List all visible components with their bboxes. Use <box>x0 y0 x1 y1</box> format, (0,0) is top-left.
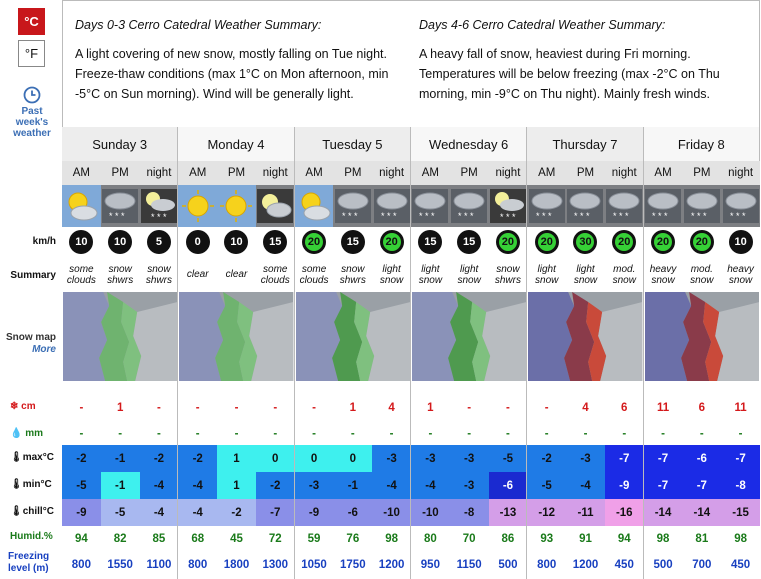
min-temp: -3 <box>295 472 334 499</box>
snow-cm: 1 <box>427 402 434 414</box>
max-temp: -3 <box>450 445 489 472</box>
day-divider <box>177 127 178 579</box>
condition-text: some clouds <box>299 263 329 286</box>
wind-arrow-icon <box>263 230 287 254</box>
max-temp: -7 <box>721 445 760 472</box>
snow-cm: - <box>157 402 161 414</box>
wind-speed <box>721 227 760 257</box>
rain-mm: - <box>312 428 316 440</box>
snow-map-thumbnail[interactable] <box>412 292 526 381</box>
wind-speed-value: 20 <box>383 233 401 251</box>
freezing-level: 450 <box>614 559 634 571</box>
max-temp: -3 <box>411 445 450 472</box>
snow-unit: cm <box>21 401 36 412</box>
min-temp: -4 <box>178 472 217 499</box>
wind-speed-value: 20 <box>693 233 711 251</box>
wind-speed <box>644 227 683 257</box>
humidity: 86 <box>501 532 515 545</box>
min-temp: -7 <box>644 472 683 499</box>
humidity: 68 <box>191 532 205 545</box>
wind-speed <box>62 227 101 257</box>
wind-speed <box>411 227 450 257</box>
wind-arrow-icon <box>186 230 210 254</box>
humidity-label: Humid.% <box>10 531 53 542</box>
period-label: night <box>140 161 179 185</box>
condition-text: snow shwrs <box>107 263 134 286</box>
day-divider <box>526 127 527 579</box>
snow-cm: 4 <box>582 402 589 414</box>
wind-speed <box>140 227 179 257</box>
wind-speed <box>372 227 411 257</box>
freezing-level: 1200 <box>378 559 405 571</box>
day-header: Friday 8 <box>644 127 760 161</box>
condition-text: light snow <box>573 263 598 286</box>
wind-speed <box>450 227 489 257</box>
snow-cm: - <box>544 402 549 414</box>
sun-cloud-icon <box>62 185 101 227</box>
svg-text:* * *: * * * <box>419 211 435 221</box>
rain-mm: - <box>389 428 394 440</box>
wind-speed-value: 20 <box>538 233 556 251</box>
wind-speed-value: 30 <box>576 233 594 251</box>
snow-cm: - <box>79 402 84 414</box>
wind-arrow-icon <box>380 230 404 254</box>
period-label: PM <box>217 161 256 185</box>
condition-text: mod. snow <box>612 263 636 286</box>
snow-map-thumbnail[interactable] <box>63 292 177 381</box>
wind-speed <box>333 227 372 257</box>
chill-temp: -11 <box>566 499 605 526</box>
snow-map-thumbnail[interactable] <box>296 292 410 381</box>
condition-text: clear <box>225 269 248 280</box>
humidity: 94 <box>617 532 631 545</box>
svg-text:* * *: * * * <box>729 211 746 221</box>
period-label: AM <box>527 161 566 185</box>
max-temp: -2 <box>140 445 179 472</box>
snow-cm: - <box>506 402 510 414</box>
snow-cloud-icon <box>682 185 721 227</box>
snow-cloud-icon <box>101 185 140 227</box>
snow-label <box>10 401 62 412</box>
snow-cm: - <box>467 402 472 414</box>
min-temp: -6 <box>489 472 528 499</box>
min-temp: -4 <box>566 472 605 499</box>
period-label: AM <box>644 161 683 185</box>
wind-arrow-icon <box>147 230 171 254</box>
past-week-weather-label: Past week's weather <box>13 106 51 139</box>
freezing-level: 950 <box>420 559 440 571</box>
period-label: AM <box>411 161 450 185</box>
humidity: 82 <box>113 532 127 545</box>
past-week-weather-link[interactable] <box>8 86 56 139</box>
wind-speed-value: 20 <box>615 233 633 251</box>
chill-temp: -7 <box>256 499 295 526</box>
summary-label: Summary <box>10 270 56 281</box>
humidity: 98 <box>656 532 670 545</box>
chill-temp: -5 <box>101 499 140 526</box>
humidity: 59 <box>307 532 321 545</box>
snow-cloud-icon <box>527 185 566 227</box>
wind-arrow-icon <box>573 230 597 254</box>
summary-days-4-6 <box>419 15 749 104</box>
condition-text: heavy snow <box>727 263 754 286</box>
thermometer-icon: 🌡 <box>10 452 23 463</box>
day-header: Sunday 3 <box>62 127 178 161</box>
snow-cloud-icon <box>644 185 683 227</box>
wind-speed-value: 15 <box>463 236 476 248</box>
freezing-level: 1300 <box>262 559 289 571</box>
svg-text:* * *: * * * <box>150 212 167 222</box>
wind-speed <box>295 227 334 257</box>
snow-cloud-icon <box>605 185 644 227</box>
wind-arrow-icon <box>535 230 559 254</box>
humidity: 93 <box>540 532 554 545</box>
rain-mm: - <box>195 428 200 440</box>
thermometer-icon: 🌡 <box>10 506 23 517</box>
summary-right-title: Days 4-6 Cerro Catedral Weather Summary: <box>419 18 666 32</box>
condition-text: mod. snow <box>690 263 714 286</box>
max-temp: -7 <box>644 445 683 472</box>
max-temp: -2 <box>62 445 101 472</box>
freezing-level: 800 <box>71 559 91 571</box>
max-temp: -7 <box>605 445 644 472</box>
condition-text: snow shwrs <box>494 263 521 286</box>
wind-speed <box>178 227 217 257</box>
max-unit: max°C <box>22 452 54 463</box>
wind-speed <box>566 227 605 257</box>
freezing-level: 800 <box>188 559 208 571</box>
rain-mm: - <box>467 428 472 440</box>
summary-days-0-3 <box>75 15 405 104</box>
freezing-level: 500 <box>498 559 518 571</box>
svg-text:* * *: * * * <box>535 211 552 221</box>
freezing-level: 1200 <box>572 559 599 571</box>
wind-speed-value: 10 <box>734 236 747 248</box>
max-temp: -6 <box>682 445 721 472</box>
snow-cloud-icon <box>566 185 605 227</box>
period-label: night <box>605 161 644 185</box>
snow-cm: - <box>312 402 316 414</box>
snow-cm: 1 <box>349 402 357 414</box>
moon-cloud-icon <box>256 185 295 227</box>
wind-speed-value: 10 <box>230 236 243 248</box>
max-temp-label <box>10 452 62 463</box>
wind-speed-value: 20 <box>654 233 672 251</box>
chill-temp: -9 <box>62 499 101 526</box>
condition-text: light snow <box>457 263 481 286</box>
chill-temp: -6 <box>333 499 372 526</box>
min-temp: -2 <box>256 472 295 499</box>
max-temp: -2 <box>178 445 217 472</box>
summary-left-text: A light covering of new snow, mostly falling on Tue night. Freeze-thaw conditions (max 1°C on Mon afternoon, min -5°C on Sun morning). Wind will be generally light. <box>75 47 389 101</box>
snow-cloud-icon <box>450 185 489 227</box>
humidity: 80 <box>423 532 437 545</box>
max-temp: 0 <box>333 445 372 472</box>
condition-text: some clouds <box>260 263 290 286</box>
sun-cloud-icon <box>295 185 334 227</box>
freezing-level-label: Freezing level (m) <box>8 551 50 574</box>
humidity: 70 <box>462 532 476 545</box>
period-label: PM <box>101 161 140 185</box>
rain-mm: - <box>506 428 510 440</box>
condition-text: light snow <box>535 263 559 286</box>
moon-snow-icon <box>140 185 179 227</box>
wind-arrow-icon <box>729 230 753 254</box>
max-temp: -3 <box>566 445 605 472</box>
wind-speed <box>101 227 140 257</box>
freezing-level: 1100 <box>146 559 172 571</box>
sun-icon <box>217 185 256 227</box>
wind-speed-value: 0 <box>194 236 201 248</box>
min-temp-label <box>10 479 62 490</box>
thermometer-icon: 🌡 <box>10 479 23 490</box>
freezing-level: 1150 <box>456 559 482 571</box>
snow-map-label: Snow map <box>5 332 56 343</box>
wind-speed-value: 15 <box>269 236 282 248</box>
period-label: AM <box>295 161 334 185</box>
wind-arrow-icon <box>224 230 248 254</box>
rain-mm: - <box>699 428 704 440</box>
freezing-level: 1050 <box>301 559 327 571</box>
min-temp: -4 <box>411 472 450 499</box>
snow-cm: 1 <box>116 402 124 414</box>
min-temp: -5 <box>62 472 101 499</box>
svg-text:* * *: * * * <box>690 211 707 221</box>
freezing-level: 1550 <box>107 559 133 571</box>
condition-text: some clouds <box>66 263 96 286</box>
svg-text:* * *: * * * <box>613 211 629 221</box>
day-header: Wednesday 6 <box>411 127 527 161</box>
svg-text:* * *: * * * <box>458 211 474 221</box>
snow-cm: - <box>273 402 278 414</box>
chill-temp: -10 <box>372 499 411 526</box>
snow-map-thumbnail[interactable] <box>179 292 293 381</box>
period-label: night <box>372 161 411 185</box>
snowflake-icon: ❄ <box>10 401 19 412</box>
snow-map-thumbnail[interactable] <box>645 292 759 381</box>
svg-text:* * *: * * * <box>341 211 358 221</box>
max-temp: 1 <box>217 445 256 472</box>
raindrops-icon: 💧 <box>10 428 23 439</box>
wind-speed-value: 10 <box>114 236 127 248</box>
forecast-summary <box>62 0 760 127</box>
snow-cm: 4 <box>388 402 395 414</box>
chill-temp: -10 <box>411 499 450 526</box>
condition-text: heavy snow <box>649 263 677 286</box>
day-divider <box>294 127 295 579</box>
humidity: 94 <box>74 532 88 545</box>
wind-arrow-icon <box>651 230 675 254</box>
chill-label <box>10 506 62 517</box>
wind-arrow-icon <box>496 230 520 254</box>
rain-mm: - <box>738 428 743 440</box>
max-temp: -5 <box>489 445 528 472</box>
svg-text:* * *: * * * <box>109 211 125 221</box>
rain-mm: - <box>234 428 239 440</box>
min-temp: -9 <box>605 472 644 499</box>
wind-arrow-icon <box>69 230 93 254</box>
svg-text:* * *: * * * <box>574 211 590 221</box>
period-label: AM <box>178 161 217 185</box>
chill-temp: -13 <box>489 499 528 526</box>
chill-temp: -9 <box>295 499 334 526</box>
max-temp: -2 <box>527 445 566 472</box>
period-label: AM <box>62 161 101 185</box>
chill-temp: -8 <box>450 499 489 526</box>
day-divider <box>410 127 411 579</box>
min-temp: -1 <box>333 472 372 499</box>
min-unit: min°C <box>22 479 52 490</box>
period-label: PM <box>682 161 721 185</box>
fahrenheit-button[interactable]: °F <box>18 40 45 67</box>
wind-speed-value: 15 <box>424 236 437 248</box>
rain-label <box>10 428 62 439</box>
min-temp: -4 <box>372 472 411 499</box>
snow-cm: 6 <box>621 402 628 414</box>
period-label: night <box>721 161 760 185</box>
period-label: night <box>489 161 528 185</box>
condition-text: snow shwrs <box>339 263 366 286</box>
snow-cloud-icon <box>333 185 372 227</box>
snow-cloud-icon <box>372 185 411 227</box>
celsius-button[interactable]: °C <box>18 8 45 35</box>
snow-cm: 6 <box>698 402 706 414</box>
wind-arrow-icon <box>612 230 636 254</box>
wind-arrow-icon <box>341 230 365 254</box>
wind-speed <box>256 227 295 257</box>
condition-text: clear <box>186 269 209 280</box>
freezing-level: 1800 <box>223 559 250 571</box>
chill-temp: -12 <box>527 499 566 526</box>
min-temp: -7 <box>682 472 721 499</box>
humidity: 98 <box>385 532 398 545</box>
snow-cm: 11 <box>734 402 747 414</box>
wind-speed-value: 20 <box>305 233 323 251</box>
snow-map-more-link[interactable]: More <box>32 344 56 355</box>
day-header: Thursday 7 <box>527 127 643 161</box>
condition-text: light snow <box>418 263 443 286</box>
day-divider <box>643 127 644 579</box>
humidity: 91 <box>579 532 592 545</box>
chill-temp: -16 <box>605 499 644 526</box>
min-temp: -8 <box>721 472 760 499</box>
rain-mm: - <box>622 428 627 440</box>
period-label: PM <box>333 161 372 185</box>
period-label: night <box>256 161 295 185</box>
chill-temp: -4 <box>178 499 217 526</box>
humidity: 81 <box>695 532 709 545</box>
wind-arrow-icon <box>690 230 714 254</box>
humidity: 98 <box>734 532 747 545</box>
wind-speed <box>527 227 566 257</box>
min-temp: -1 <box>101 472 140 499</box>
min-temp: 1 <box>217 472 256 499</box>
condition-text: light snow <box>379 263 404 286</box>
svg-text:* * *: * * * <box>499 212 516 222</box>
humidity: 72 <box>268 532 282 545</box>
period-label: PM <box>450 161 489 185</box>
rain-mm: - <box>428 428 433 440</box>
day-header: Monday 4 <box>178 127 294 161</box>
freezing-level: 450 <box>731 559 751 571</box>
max-temp: -3 <box>372 445 411 472</box>
chill-temp: -4 <box>140 499 179 526</box>
humidity: 45 <box>230 532 243 545</box>
day-header: Tuesday 5 <box>295 127 411 161</box>
freezing-level: 1750 <box>340 559 366 571</box>
freezing-level: 700 <box>692 559 712 571</box>
chill-temp: -2 <box>217 499 256 526</box>
wind-speed-value: 5 <box>155 236 162 248</box>
rain-unit: mm <box>25 428 44 439</box>
max-temp: 0 <box>295 445 334 472</box>
svg-text:* * *: * * * <box>652 211 668 221</box>
rain-mm: - <box>544 428 549 440</box>
rain-mm: - <box>273 428 278 440</box>
chill-temp: -15 <box>721 499 760 526</box>
rain-mm: - <box>661 428 665 440</box>
summary-right-text: A heavy fall of snow, heaviest during Fri morning. Temperatures will be below freezing (max -2°C on Thu morning, min -9°C on Thu night). Mainly fresh winds. <box>419 47 720 101</box>
freezing-level: 500 <box>653 559 673 571</box>
rain-mm: - <box>157 428 161 440</box>
wind-arrow-icon <box>457 230 481 254</box>
max-temp: -1 <box>101 445 140 472</box>
min-temp: -3 <box>450 472 489 499</box>
wind-speed-value: 20 <box>499 233 517 251</box>
moon-snow-icon <box>489 185 528 227</box>
period-label: PM <box>566 161 605 185</box>
min-temp: -4 <box>140 472 179 499</box>
wind-arrow-icon <box>418 230 442 254</box>
chill-temp: -14 <box>644 499 683 526</box>
snow-cloud-icon <box>411 185 450 227</box>
wind-speed <box>489 227 528 257</box>
wind-speed <box>682 227 721 257</box>
rain-mm: - <box>79 428 84 440</box>
snow-cm: 11 <box>656 402 670 414</box>
rain-mm: - <box>583 428 588 440</box>
sun-icon <box>178 185 217 227</box>
freezing-level: 800 <box>537 559 557 571</box>
condition-text: snow shwrs <box>145 263 172 286</box>
svg-text:* * *: * * * <box>380 211 397 221</box>
clock-icon <box>23 86 41 104</box>
wind-speed <box>217 227 256 257</box>
summary-left-title: Days 0-3 Cerro Catedral Weather Summary: <box>75 18 322 32</box>
chill-unit: chill°C <box>22 506 54 517</box>
rain-mm: - <box>118 428 123 440</box>
max-temp: 0 <box>256 445 295 472</box>
wind-arrow-icon <box>302 230 326 254</box>
rain-mm: - <box>350 428 355 440</box>
snow-map-thumbnail[interactable] <box>528 292 642 381</box>
wind-speed-value: 15 <box>346 236 359 248</box>
min-temp: -5 <box>527 472 566 499</box>
wind-speed-value: 10 <box>75 236 88 248</box>
wind-label: km/h <box>32 236 56 247</box>
snow-cm: - <box>195 402 200 414</box>
humidity: 85 <box>152 532 166 545</box>
humidity: 76 <box>346 532 360 545</box>
chill-temp: -14 <box>682 499 721 526</box>
wind-speed <box>605 227 644 257</box>
snow-cloud-icon <box>721 185 760 227</box>
snow-cm: - <box>234 402 239 414</box>
wind-arrow-icon <box>108 230 132 254</box>
